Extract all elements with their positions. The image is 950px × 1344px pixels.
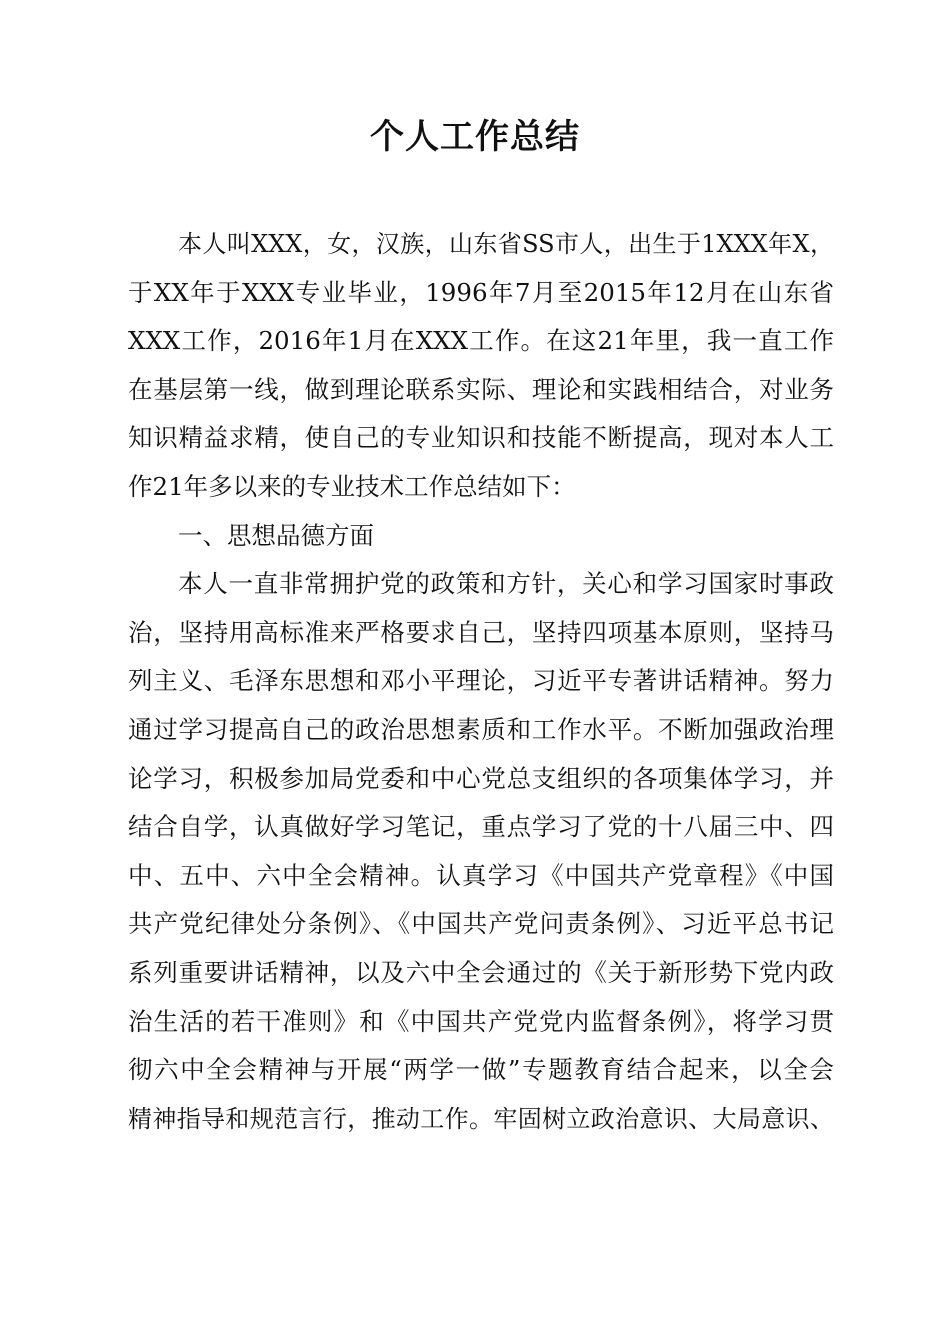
paragraph-line: 通过学习提高自己的政治思想素质和工作水平。不断加强政治理	[128, 714, 834, 744]
paragraph-line: 治，坚持用高标准来严格要求自己，坚持四项基本原则，坚持马	[128, 617, 834, 647]
paragraph-line: 作21年多以来的专业技术工作总结如下：	[128, 471, 576, 501]
paragraph-line: 治生活的若干准则》和《中国共产党党内监督条例》，将学习贯	[128, 1006, 834, 1036]
paragraph-line: 中、五中、六中全会精神。认真学习《中国共产党章程》《中国	[128, 860, 834, 890]
paragraph-line: 系列重要讲话精神，以及六中全会通过的《关于新形势下党内政	[128, 957, 834, 987]
paragraph-line: 共产党纪律处分条例》、《中国共产党问责条例》、习近平总书记	[128, 909, 834, 939]
paragraph-line: 彻六中全会精神与开展“两学一做”专题教育结合起来，以全会	[128, 1055, 834, 1085]
paragraph-line: 于XX年于XXX专业毕业，1996年7月至2015年12月在山东省	[128, 277, 834, 307]
paragraph-line: 本人一直非常拥护党的政策和方针，关心和学习国家时事政	[178, 569, 834, 599]
paragraph-line: 论学习，积极参加局党委和中心党总支组织的各项集体学习，并	[128, 763, 834, 793]
paragraph-line: 本人叫XXX，女，汉族，山东省SS市人，出生于1XXX年X，	[178, 230, 834, 258]
document-body	[128, 220, 834, 1143]
paragraph-line: 结合自学，认真做好学习笔记，重点学习了党的十八届三中、四	[128, 812, 834, 842]
paragraph-line: 知识精益求精，使自己的专业知识和技能不断提高，现对本人工	[128, 423, 834, 453]
paragraph-line: 精神指导和规范言行，推动工作。牢固树立政治意识、大局意识、	[128, 1104, 834, 1133]
section-heading: 一、思想品德方面	[178, 520, 374, 550]
paragraph-line: XXX工作，2016年1月在XXX工作。在这21年里，我一直工作	[128, 326, 834, 356]
document-title: 个人工作总结	[370, 117, 580, 157]
paragraph-line: 在基层第一线，做到理论联系实际、理论和实践相结合，对业务	[128, 374, 834, 404]
paragraph-line: 列主义、毛泽东思想和邓小平理论，习近平专著讲话精神。努力	[128, 666, 834, 696]
